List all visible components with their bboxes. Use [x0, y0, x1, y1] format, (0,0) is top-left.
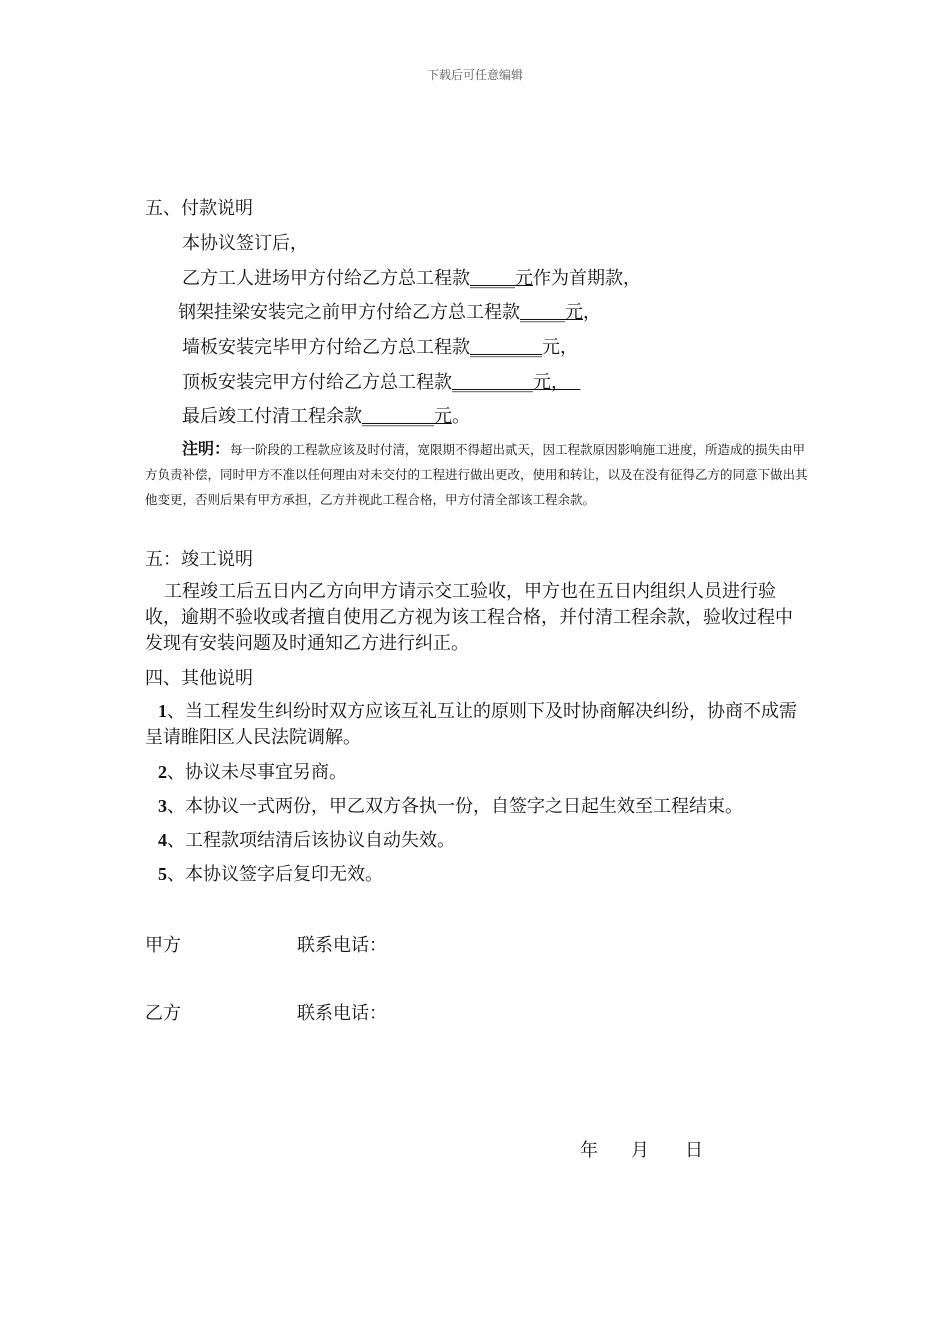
item-number: 4	[158, 830, 167, 850]
completion-title: 五：竣工说明	[145, 549, 253, 570]
date-line	[580, 1136, 703, 1162]
payment-note	[145, 436, 810, 512]
payment-line-2	[178, 298, 843, 324]
party-a-label: 甲方	[145, 935, 181, 956]
item-text: 、当工程发生纠纷时双方应该互礼互让的原则下及时协商解决纠纷，协商不成需呈请睢阳区人民法院调解。	[145, 701, 797, 748]
party-b-label: 乙方	[145, 1003, 181, 1024]
payment-line-4	[182, 368, 847, 394]
note-label: 注明：	[182, 439, 231, 458]
item-number: 1	[158, 701, 167, 721]
payment-line-5	[182, 402, 847, 428]
item-text: 、工程款项结清后该协议自动失效。	[167, 830, 455, 851]
item-text: 、本协议签字后复印无效。	[167, 864, 383, 885]
note-text: 每一阶段的工程款应该及时付清，宽限期不得超出贰天，因工程款原因影响施工进度，所造成的损失由甲方负责补偿，同时甲方不准以任何理由对未交付的工程进行做出更改，使用和转让，以及在没有征得乙方的同意下做出其他变更，否则后果有甲方承担，乙方并视此工程合格，甲方付清全部该工程余款。	[145, 442, 808, 507]
item-text: 、协议未尽事宜另商。	[167, 762, 347, 783]
payment-line-unit: 元	[542, 337, 560, 358]
party-b-phone-label: 联系电话：	[297, 1003, 387, 1024]
item-number: 3	[158, 796, 167, 816]
other-item-3	[145, 792, 810, 818]
date-month: 月	[631, 1140, 649, 1161]
payment-line-after: 作为首期款，	[533, 268, 641, 289]
payment-line-text: 钢架挂梁安装完之前甲方付给乙方总工程款	[178, 302, 520, 323]
page-header: 下载后可任意编辑	[426, 68, 523, 82]
payment-line-text: 墙板安装完毕甲方付给乙方总工程款	[182, 337, 470, 358]
date-day: 日	[685, 1140, 703, 1161]
other-item-4	[145, 826, 810, 852]
other-item-5	[145, 860, 810, 886]
other-item-1	[145, 698, 810, 751]
item-text: 、本协议一式两份，甲乙双方各执一份，自签字之日起生效至工程结束。	[167, 796, 743, 817]
payment-line-text: 最后竣工付清工程余款	[182, 406, 362, 427]
amount-blank: _____元	[520, 302, 583, 323]
party-a-phone-label: 联系电话：	[297, 935, 387, 956]
date-year: 年	[580, 1140, 598, 1161]
payment-line-3	[182, 333, 847, 359]
amount-blank: ________元	[362, 406, 452, 427]
payment-line-text: 乙方工人进场甲方付给乙方总工程款	[182, 268, 470, 289]
payment-line-1	[182, 264, 847, 290]
payment-line-after: 。	[452, 406, 470, 427]
amount-blank: _________元，	[452, 372, 569, 393]
amount-blank: ________	[470, 337, 542, 358]
item-number: 5	[158, 864, 167, 884]
payment-line-after: ，	[583, 302, 601, 323]
other-item-2	[145, 758, 810, 784]
payment-line-text: 顶板安装完甲方付给乙方总工程款	[182, 372, 452, 393]
item-number: 2	[158, 762, 167, 782]
completion-text: 工程竣工后五日内乙方向甲方请示交工验收，甲方也在五日内组织人员进行验收，逾期不验收或者擅自使用乙方视为该工程合格，并付清工程余款，验收过程中发现有安装问题及时通知乙方进行纠正。	[145, 581, 793, 654]
payment-title: 五、付款说明	[145, 198, 253, 219]
payment-line-after: ，	[560, 337, 578, 358]
amount-blank: _____元	[470, 268, 533, 289]
other-title: 四、其他说明	[145, 668, 253, 689]
payment-intro: 本协议签订后，	[182, 233, 308, 254]
